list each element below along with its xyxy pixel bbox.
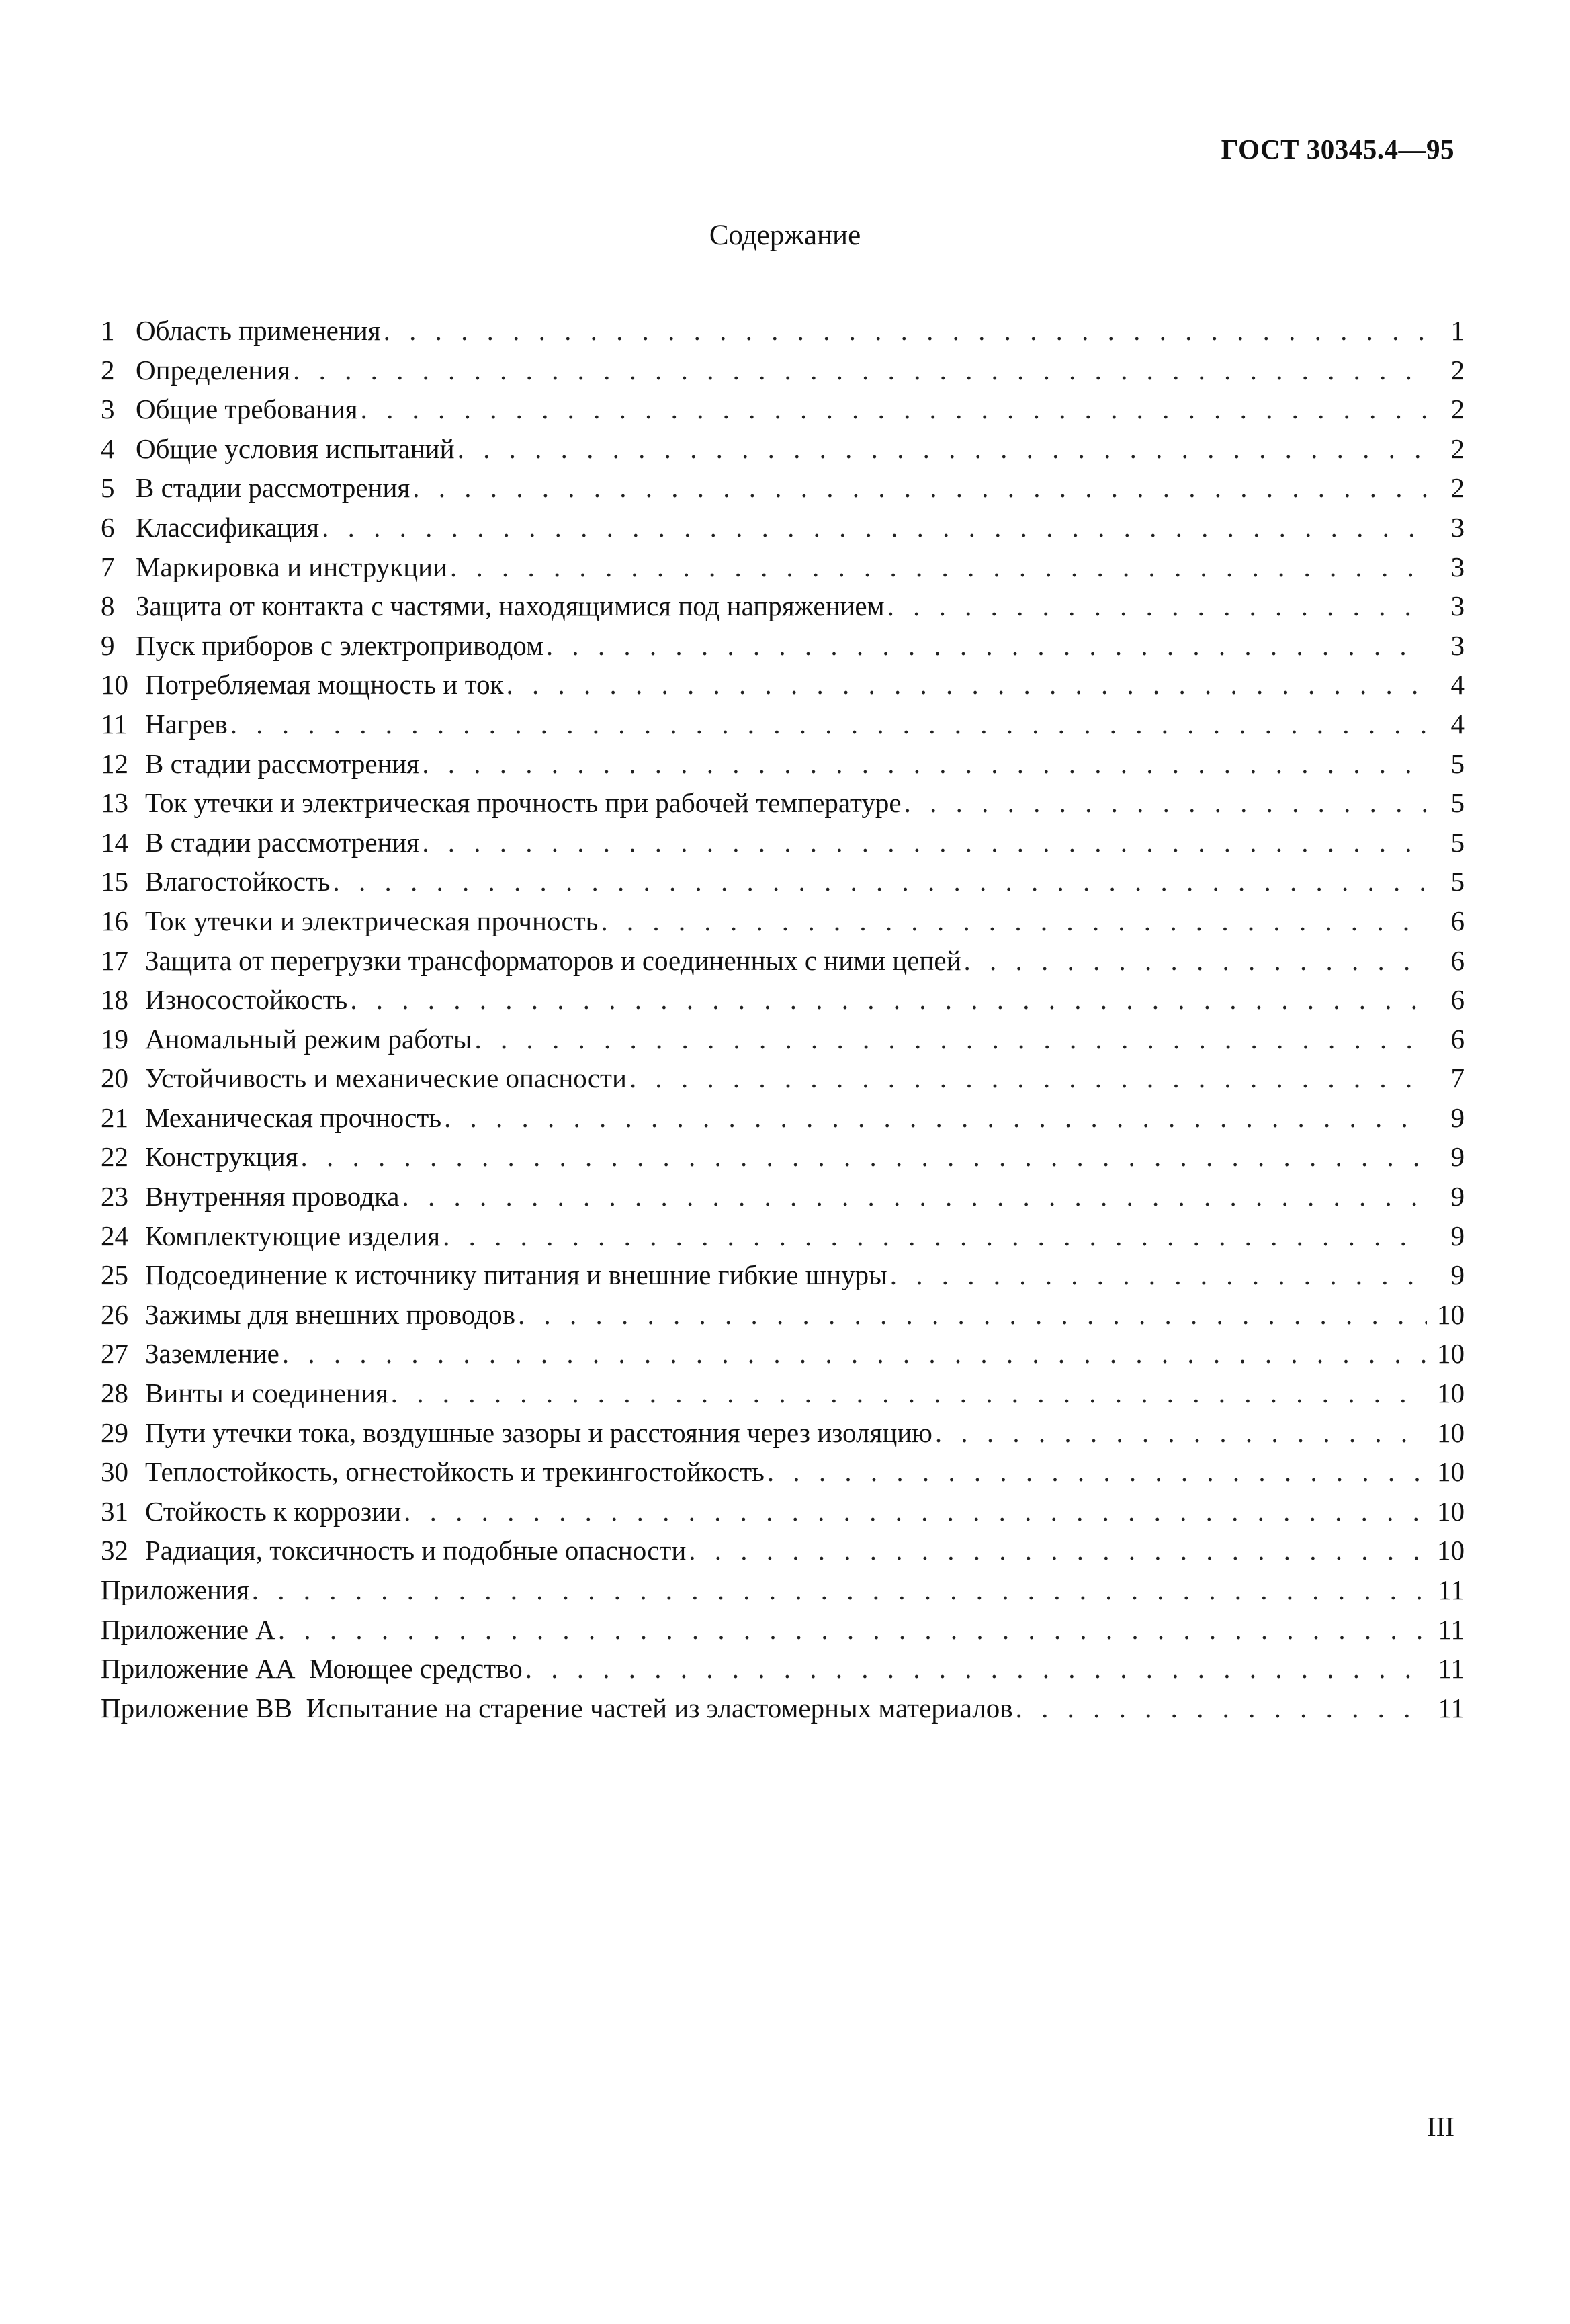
toc-entry[interactable] [101,1216,1465,1256]
toc-dot-leader [765,1452,1427,1492]
toc-dot-leader [543,626,1427,666]
toc-dot-leader [504,665,1427,705]
toc-entry[interactable] [101,586,1465,626]
toc-entry-number: 24 [101,1220,128,1251]
toc-entry-number: 5 [101,472,115,504]
toc-dot-leader [472,1020,1427,1059]
toc-entry-number: 10 [101,669,128,701]
toc-entry-number: 3 [101,394,115,425]
toc-entry[interactable] [101,311,1465,351]
toc-entry-page: 10 [1437,1535,1465,1566]
toc-entry[interactable] [101,665,1465,705]
toc-entry[interactable] [101,429,1465,469]
toc-entry[interactable] [101,1452,1465,1492]
toc-entry-number: 30 [101,1456,128,1488]
toc-dot-leader [319,508,1427,547]
toc-entry-page: 11 [1438,1574,1465,1605]
toc-entry-page: 10 [1437,1417,1465,1448]
toc-entry[interactable] [101,547,1465,587]
toc-title: Содержание [709,220,861,251]
toc-entry-number: 14 [101,826,128,858]
toc-entry[interactable] [101,862,1465,901]
toc-entry-title: Ток утечки и электрическая прочность [145,905,599,936]
toc-entry-page: 5 [1450,787,1465,819]
toc-entry-title: Винты и соединения [145,1378,388,1409]
toc-entry-number: 18 [101,984,128,1016]
toc-entry-title: Конструкция [145,1141,298,1173]
toc-entry-number: 9 [101,629,115,661]
toc-dot-leader [686,1531,1427,1570]
toc-entry-title: В стадии рассмотрения [136,472,410,504]
toc-entry[interactable] [101,901,1465,941]
toc-entry-number: 7 [101,551,115,582]
toc-dot-leader [515,1295,1427,1335]
toc-entry-number: 23 [101,1181,128,1212]
toc-entry-page: 1 [1450,315,1465,346]
toc-entry-page: 2 [1450,394,1465,425]
toc-entry-page: 11 [1438,1613,1465,1645]
toc-entry-title: Нагрев [145,708,228,740]
toc-entry-number: 22 [101,1141,128,1173]
toc-entry-page: 4 [1450,708,1465,740]
toc-entry-page: 6 [1450,1023,1465,1055]
toc-entry-number: 2 [101,354,115,386]
toc-entry[interactable] [101,626,1465,666]
toc-entry[interactable] [101,468,1465,508]
toc-dot-leader [902,783,1427,823]
toc-dot-leader [1013,1689,1427,1728]
toc-entry-page: 9 [1450,1141,1465,1173]
toc-entry[interactable] [101,1649,1465,1689]
toc-entry-page: 6 [1450,984,1465,1016]
toc-entry-number: 26 [101,1298,128,1330]
toc-dot-leader [298,1137,1427,1177]
toc-entry[interactable] [101,705,1465,744]
toc-entry-page: 10 [1437,1456,1465,1488]
toc-dot-leader [388,1374,1427,1413]
toc-entry-title: Приложения [101,1574,249,1605]
toc-dot-leader [455,429,1427,469]
table-of-contents [101,311,1465,1728]
toc-entry-page: 10 [1437,1495,1465,1527]
toc-dot-leader [275,1610,1427,1650]
toc-entry-title: Подсоединение к источнику питания и внешние гибкие шнуры [145,1259,887,1291]
toc-entry[interactable] [101,1334,1465,1374]
toc-entry[interactable] [101,1255,1465,1295]
toc-dot-leader [961,941,1427,981]
toc-entry-number: 16 [101,905,128,936]
toc-entry-page: 2 [1450,433,1465,464]
toc-entry[interactable] [101,1374,1465,1413]
toc-dot-leader [523,1649,1427,1689]
toc-dot-leader [627,1059,1427,1098]
toc-entry-title: Теплостойкость, огнестойкость и трекингостойкость [145,1456,765,1488]
toc-entry-number: 29 [101,1417,128,1448]
toc-entry-title: В стадии рассмотрения [145,748,420,779]
toc-entry[interactable] [101,1295,1465,1335]
toc-entry-number: 17 [101,944,128,976]
toc-entry[interactable] [101,980,1465,1020]
toc-entry[interactable] [101,744,1465,784]
toc-entry-title: Аномальный режим работы [145,1023,472,1055]
toc-entry-number: 11 [101,708,128,740]
toc-entry-title: Износостойкость [145,984,348,1016]
toc-dot-leader [358,390,1427,429]
toc-entry-title: Стойкость к коррозии [145,1495,402,1527]
toc-entry[interactable] [101,1610,1465,1650]
toc-entry-number: 32 [101,1535,128,1566]
toc-dot-leader [932,1413,1427,1453]
toc-entry[interactable] [101,1570,1465,1610]
standard-code: ГОСТ 30345.4—95 [1221,134,1454,165]
toc-entry[interactable] [101,1098,1465,1138]
toc-entry-page: 3 [1450,511,1465,543]
toc-entry-page: 3 [1450,629,1465,661]
toc-entry[interactable] [101,823,1465,862]
toc-dot-leader [598,901,1427,941]
toc-entry-number: 27 [101,1338,128,1370]
toc-entry-title: Внутренняя проводка [145,1181,400,1212]
toc-entry-title: Общие условия испытаний [136,433,455,464]
toc-entry-page: 9 [1450,1220,1465,1251]
toc-entry[interactable] [101,1020,1465,1059]
toc-entry-number: 13 [101,787,128,819]
toc-entry[interactable] [101,1689,1465,1728]
toc-entry-page: 3 [1450,551,1465,582]
toc-dot-leader [419,744,1427,784]
toc-dot-leader [885,586,1427,626]
toc-entry-number: 19 [101,1023,128,1055]
toc-entry-title: Радиация, токсичность и подобные опасности [145,1535,687,1566]
toc-entry-page: 9 [1450,1102,1465,1133]
toc-entry-page: 10 [1437,1298,1465,1330]
toc-entry-number: 31 [101,1495,128,1527]
toc-entry-title: Защита от контакта с частями, находящимися под напряжением [136,590,885,622]
toc-entry-title: Определения [136,354,291,386]
toc-entry-title: Комплектующие изделия [145,1220,441,1251]
toc-dot-leader [249,1570,1427,1610]
toc-entry-number: 15 [101,866,128,897]
toc-entry-page: 5 [1450,826,1465,858]
toc-entry-title: Ток утечки и электрическая прочность при рабочей температуре [145,787,902,819]
toc-entry-page: 4 [1450,669,1465,701]
toc-entry-title: Общие требования [136,394,358,425]
toc-entry-number: 6 [101,511,115,543]
toc-entry-title: Устойчивость и механические опасности [145,1063,627,1094]
toc-entry-title: Защита от перегрузки трансформаторов и соединенных с ними цепей [145,944,961,976]
toc-entry-number: 28 [101,1378,128,1409]
toc-entry-number: 12 [101,748,128,779]
toc-entry[interactable] [101,1137,1465,1177]
toc-entry-title: Область применения [136,315,381,346]
toc-entry-title: Пути утечки тока, воздушные зазоры и расстояния через изоляцию [145,1417,932,1448]
toc-entry-number: 20 [101,1063,128,1094]
toc-entry-page: 5 [1450,748,1465,779]
toc-entry-number: 8 [101,590,115,622]
toc-entry[interactable] [101,1177,1465,1216]
toc-entry-title: Зажимы для внешних проводов [145,1298,515,1330]
toc-entry-number: 21 [101,1102,128,1133]
toc-dot-leader [887,1255,1427,1295]
toc-entry-page: 11 [1438,1653,1465,1685]
toc-entry-title: Маркировка и инструкции [136,551,448,582]
toc-dot-leader [228,705,1427,744]
toc-dot-leader [331,862,1427,901]
toc-entry[interactable] [101,390,1465,429]
toc-entry-page: 6 [1450,944,1465,976]
toc-dot-leader [381,311,1427,351]
toc-entry-title: Влагостойкость [145,866,331,897]
toc-entry-page: 5 [1450,866,1465,897]
toc-dot-leader [441,1098,1427,1138]
toc-entry[interactable] [101,1413,1465,1453]
toc-entry-page: 10 [1437,1338,1465,1370]
toc-entry-title: Приложение АА Моющее средство [101,1653,523,1685]
toc-dot-leader [410,468,1427,508]
toc-entry-page: 2 [1450,354,1465,386]
toc-entry-page: 10 [1437,1378,1465,1409]
toc-entry-title: Механическая прочность [145,1102,442,1133]
toc-entry[interactable] [101,783,1465,823]
toc-dot-leader [419,823,1427,862]
toc-entry-page: 2 [1450,472,1465,504]
toc-dot-leader [290,351,1427,390]
page-number: III [1427,2111,1454,2142]
toc-dot-leader [279,1334,1427,1374]
toc-entry-page: 11 [1438,1692,1465,1724]
toc-entry-number: 4 [101,433,115,464]
toc-entry-page: 9 [1450,1259,1465,1291]
toc-entry[interactable] [101,1059,1465,1098]
toc-entry-title: В стадии рассмотрения [145,826,420,858]
toc-entry-title: Заземление [145,1338,279,1370]
toc-entry-page: 6 [1450,905,1465,936]
toc-entry[interactable] [101,941,1465,981]
toc-entry[interactable] [101,1492,1465,1531]
toc-entry-page: 9 [1450,1181,1465,1212]
toc-dot-leader [347,980,1427,1020]
toc-entry-title: Пуск приборов с электроприводом [136,629,543,661]
toc-dot-leader [440,1216,1427,1256]
toc-entry-number: 1 [101,315,115,346]
toc-entry-number: 25 [101,1259,128,1291]
toc-dot-leader [399,1177,1427,1216]
toc-entry-page: 3 [1450,590,1465,622]
toc-dot-leader [447,547,1427,587]
toc-dot-leader [401,1492,1427,1531]
toc-entry-title: Приложение А [101,1613,275,1645]
toc-entry-title: Классификация [136,511,320,543]
toc-entry-title: Потребляемая мощность и ток [145,669,504,701]
toc-entry-title: Приложение ВВ Испытание на старение частей из эластомерных материалов [101,1692,1013,1724]
toc-entry[interactable] [101,351,1465,390]
toc-entry-page: 7 [1450,1063,1465,1094]
toc-entry[interactable] [101,508,1465,547]
toc-entry[interactable] [101,1531,1465,1570]
